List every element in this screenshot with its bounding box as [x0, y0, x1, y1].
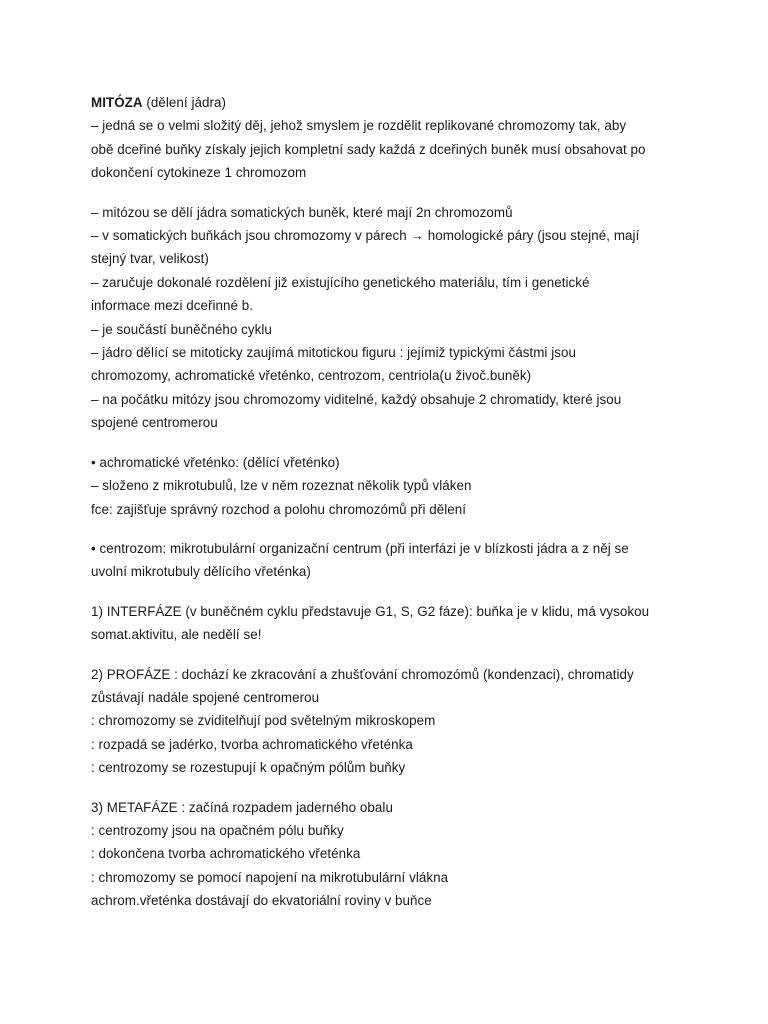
text-line: : rozpadá se jadérko, tvorba achromatického vřeténka [91, 736, 413, 752]
text-line: – mitózou se dělí jádra somatických buněk, které mají 2n chromozomů [91, 204, 513, 220]
paragraph [91, 600, 681, 647]
text-line: somat.aktivitu, ale nedělí se! [91, 627, 262, 643]
paragraph-gap [91, 185, 681, 201]
heading-subtitle: (dělení jádra) [142, 95, 226, 110]
text-line: : centrozomy se rozestupují k opačným pólům buňky [91, 760, 406, 776]
document-heading [91, 91, 681, 114]
paragraph [91, 796, 681, 913]
paragraph-container [91, 114, 681, 912]
heading-title: MITÓZA [91, 95, 143, 110]
paragraph-gap [91, 521, 681, 537]
paragraph-gap [91, 584, 681, 600]
text-line: 1) INTERFÁZE (v buněčném cyklu představuje G1, S, G2 fáze): buňka je v klidu, má vysokou [91, 603, 650, 619]
text-line: • centrozom: mikrotubulární organizační centrum (při interfázi je v blízkosti jádra a z něj se [91, 540, 629, 556]
text-line: spojené centromerou [91, 415, 218, 431]
text-line: dokončení cytokineze 1 chromozom [91, 165, 307, 181]
text-line: – v somatických buňkách jsou chromozomy v párech → homologické páry (jsou stejné, mají [91, 228, 640, 244]
paragraph-gap [91, 435, 681, 451]
text-line: – jedná se o velmi složitý děj, jehož smyslem je rozdělit replikované chromozomy tak, aby [91, 118, 627, 134]
paragraph [91, 451, 681, 521]
paragraph-gap [91, 780, 681, 796]
text-line: : chromozomy se pomocí napojení na mikrotubulární vlákna [91, 869, 449, 885]
text-line: – na počátku mitózy jsou chromozomy viditelné, každý obsahuje 2 chromatidy, které jsou [91, 391, 622, 407]
text-line: – složeno z mikrotubulů, lze v něm rozeznat několik typů vláken [91, 478, 472, 494]
text-line: : chromozomy se zviditelňují pod světelným mikroskopem [91, 713, 436, 729]
text-line: obě dceřiné buňky získaly jejich kompletní sady každá z dceřiných buněk musí obsahovat po [91, 141, 646, 157]
text-line: chromozomy, achromatické vřeténko, centrozom, centriola(u živoč.buněk) [91, 368, 532, 384]
paragraph [91, 537, 681, 584]
text-line: – zaručuje dokonalé rozdělení již existujícího genetického materiálu, tím i genetické [91, 274, 590, 290]
paragraph [91, 201, 681, 435]
text-line: – je součástí buněčného cyklu [91, 321, 272, 337]
paragraph [91, 663, 681, 780]
text-line: 3) METAFÁZE : začíná rozpadem jaderného obalu [91, 799, 393, 815]
text-line: achrom.vřeténka dostávají do ekvatoriální roviny v buňce [91, 893, 432, 909]
text-line: informace mezi dceřinné b. [91, 298, 254, 314]
text-line: zůstávají nadále spojené centromerou [91, 689, 320, 705]
paragraph [91, 114, 681, 184]
text-line: : dokončena tvorba achromatického vřeténka [91, 846, 361, 862]
text-line: uvolní mikrotubuly dělícího vřeténka) [91, 564, 311, 580]
paragraph-gap [91, 647, 681, 663]
text-line: fce: zajišťuje správný rozchod a polohu chromozómů při dělení [91, 501, 467, 517]
text-line: stejný tvar, velikost) [91, 251, 209, 267]
text-line: : centrozomy jsou na opačném pólu buňky [91, 822, 344, 838]
text-line: 2) PROFÁZE : dochází ke zkracování a zhušťování chromozómů (kondenzaci), chromatidy [91, 666, 634, 682]
text-line: • achromatické vřeténko: (dělící vřeténko) [91, 454, 340, 470]
text-line: – jádro dělící se mitoticky zaujímá mitotickou figuru : jejímiž typickými částmi jsou [91, 345, 576, 361]
document-page [91, 91, 681, 913]
